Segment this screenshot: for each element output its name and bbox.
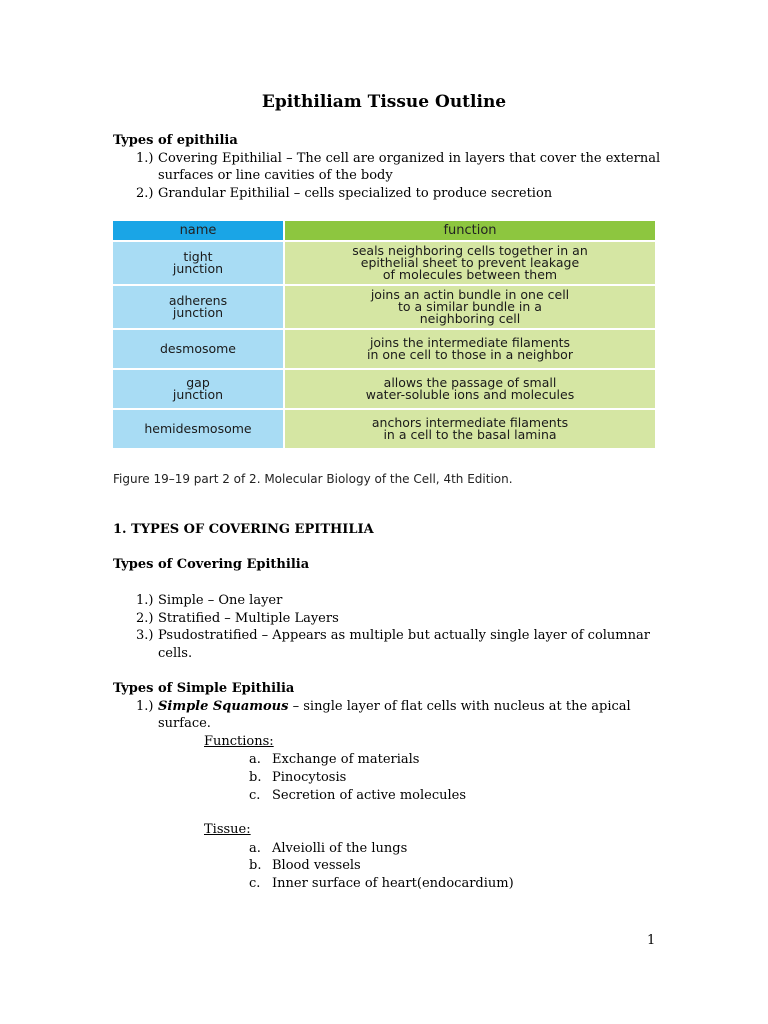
- junction-table: [113, 219, 655, 450]
- table-header-function: function: [285, 221, 655, 240]
- covering-heading: Types of Covering Epithilia: [113, 557, 310, 572]
- table-row: [113, 330, 655, 368]
- table-cell-function: allows the passage of small water-soluble ions and molecules: [285, 370, 655, 408]
- table-row: [113, 286, 655, 328]
- term-simple-squamous: Simple Squamous: [158, 699, 289, 714]
- section-heading: 1. TYPES OF COVERING EPITHILIA: [113, 522, 374, 537]
- page-number: 1: [647, 933, 656, 948]
- table-row: [113, 370, 655, 408]
- table-cell-function: seals neighboring cells together in an epithelial sheet to prevent leakage of molecules between them: [285, 242, 655, 284]
- tissue-label: Tissue:: [204, 822, 251, 837]
- table-cell-name: tight junction: [113, 242, 285, 284]
- table-cell-function: joins the intermediate filaments in one cell to those in a neighbor: [285, 330, 655, 368]
- table-cell-function: anchors intermediate filaments in a cell to the basal lamina: [285, 410, 655, 448]
- figure-caption: Figure 19–19 part 2 of 2. Molecular Biology of the Cell, 4th Edition.: [113, 472, 513, 486]
- simple-heading: Types of Simple Epithilia: [113, 681, 295, 696]
- table-cell-name: adherens junction: [113, 286, 285, 328]
- table-cell-name: hemidesmosome: [113, 410, 285, 448]
- table-row: [113, 410, 655, 448]
- document-page: Epithiliam Tissue Outline Types of epithilia 1.) Covering Epithilial – The cell are organized in layers that cover the external surfaces or line cavities of the body 2.) Grandular Epithilial – cells specialized to produce secretion name function tight junction seals neighboring cells together in an epithelial sheet to prevent leakage of molecules between them adherens junction joins an actin bundle in one cell to a similar bundle in a neighboring cell desmosome joins the intermediate filaments in one cell to those in a neighbor gap junction allows the passage of small water-soluble ions and molecules hemidesmosome anchors intermediate filaments in a cell to the basal lamina Figure 19–19 part 2 of 2. Molecular Biology of the Cell, 4th Edition. 1. TYPES OF COVERING EPITHILIA Types of Covering Epithilia 1.) Simple – One layer 2.) Stratified – Multiple Layers 3.) Psudostratified – Appears as multiple but actually single layer of columnar cells. Types of Simple Epithilia 1.) Simple Squamous – single layer of flat cells with nucleus at the apical surface. Functions: a. Exchange of materials b. Pinocytosis c. Secretion of active molecules Tissue: a. Alveiolli of the lungs b. Blood vessels c. Inner surface of heart(endocardium) 1: [0, 0, 768, 1024]
- table-cell-name: gap junction: [113, 370, 285, 408]
- page-title: Epithiliam Tissue Outline: [261, 92, 507, 112]
- table-cell-name: desmosome: [113, 330, 285, 368]
- table-header-row: [113, 221, 655, 240]
- functions-label: Functions:: [204, 734, 274, 749]
- types-heading: Types of epithilia: [113, 133, 238, 148]
- table-cell-function: joins an actin bundle in one cell to a similar bundle in a neighboring cell: [285, 286, 655, 328]
- table-header-name: name: [113, 221, 285, 240]
- table-row: [113, 242, 655, 284]
